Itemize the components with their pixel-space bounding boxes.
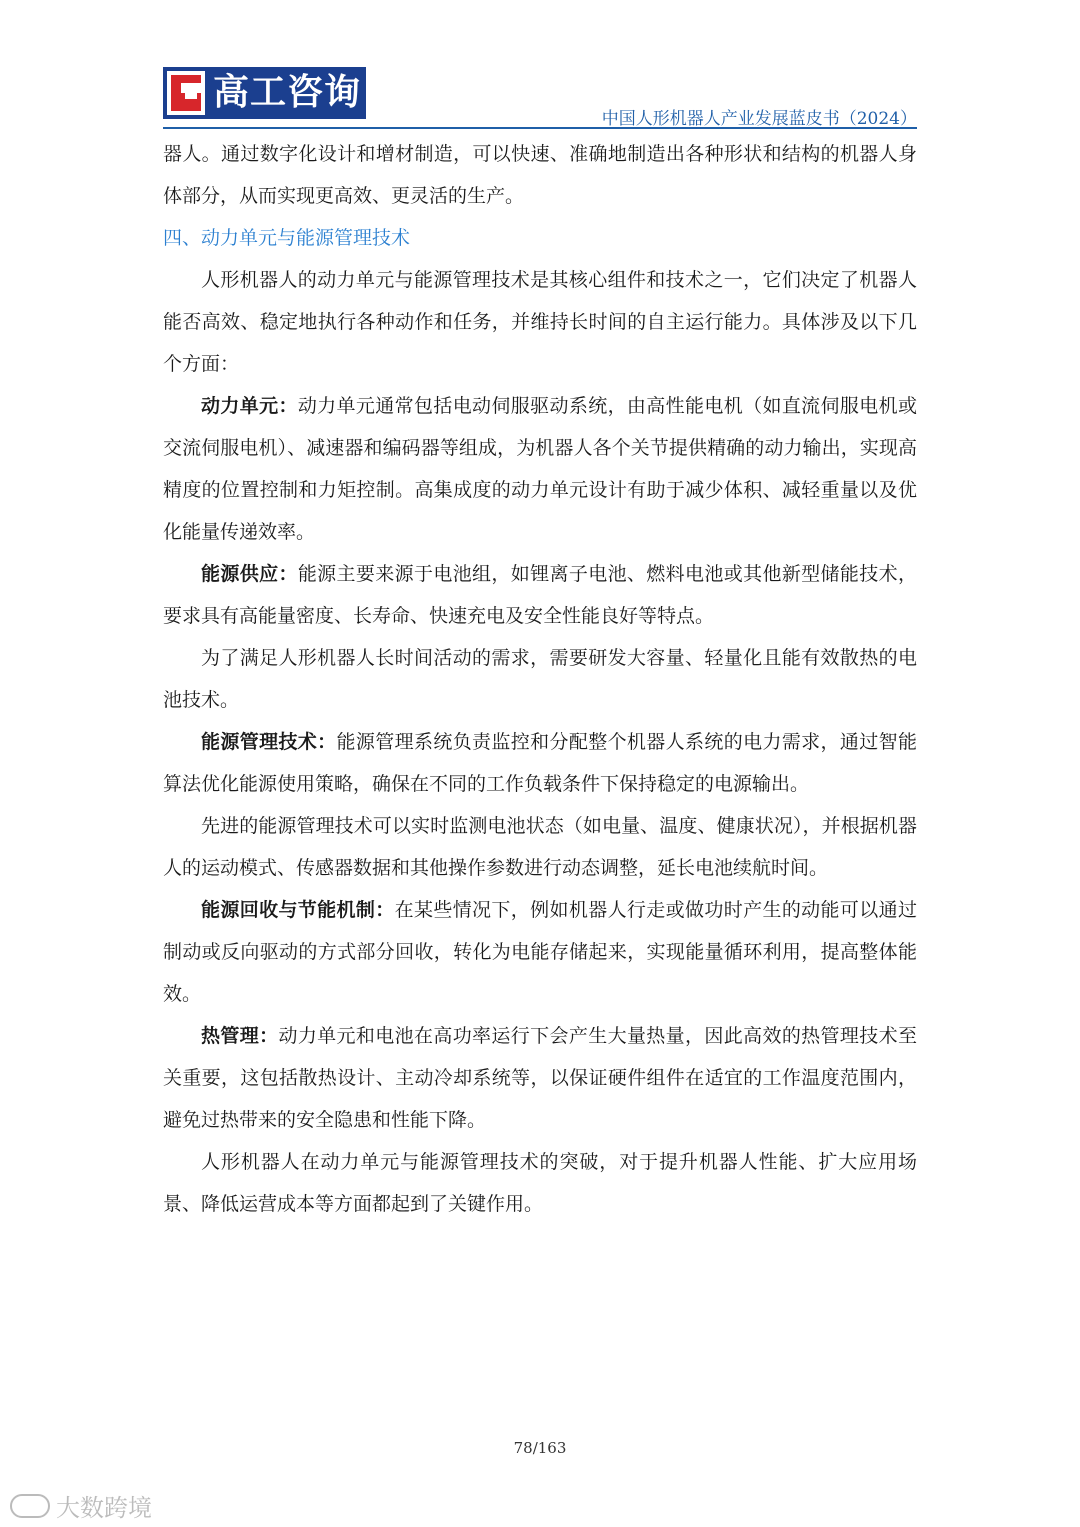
- paragraph-power-unit: [163, 385, 917, 553]
- header-divider: [163, 127, 917, 129]
- paragraph-battery-rd: [163, 637, 917, 721]
- text-battery-rd: 为了满足人形机器人长时间活动的需求，需要研发大容量、轻量化且能有效散热的电池技术。: [163, 647, 917, 711]
- lead-energy-recovery: 能源回收与节能机制：: [201, 899, 395, 921]
- paragraph-energy-management: [163, 721, 917, 805]
- lead-energy-management: 能源管理技术：: [201, 731, 337, 753]
- watermark: [10, 1488, 152, 1523]
- text-energy-recovery: 在某些情况下，例如机器人行走或做功时产生的动能可以通过制动或反向驱动的方式部分回收，转化为电能存储起来，实现能量循环利用，提高整体能效。: [163, 899, 917, 1005]
- lead-thermal: 热管理：: [201, 1025, 279, 1047]
- text-power-unit: 动力单元通常包括电动伺服驱动系统，由高性能电机（如直流伺服电机或交流伺服电机）、减速器和编码器等组成，为机器人各个关节提供精确的动力输出，实现高精度的位置控制和力矩控制。高集成度的动力单元设计有助于减少体积、减轻重量以及优化能量传递效率。: [163, 395, 917, 543]
- text-conclusion: 人形机器人在动力单元与能源管理技术的突破，对于提升机器人性能、扩大应用场景、降低运营成本等方面都起到了关键作用。: [163, 1151, 917, 1215]
- intro-paragraph: 人形机器人的动力单元与能源管理技术是其核心组件和技术之一，它们决定了机器人能否高效、稳定地执行各种动作和任务，并维持长时间的自主运行能力。具体涉及以下几个方面：: [163, 269, 917, 375]
- text-thermal: 动力单元和电池在高功率运行下会产生大量热量，因此高效的热管理技术至关重要，这包括散热设计、主动冷却系统等，以保证硬件组件在适宜的工作温度范围内，避免过热带来的安全隐患和性能下降。: [163, 1025, 917, 1131]
- continuation-paragraph: 器人。通过数字化设计和增材制造，可以快速、准确地制造出各种形状和结构的机器人身体部分，从而实现更高效、更灵活的生产。: [163, 143, 917, 207]
- report-title: 中国人形机器人产业发展蓝皮书（2024）: [601, 109, 917, 129]
- paragraph-advanced-management: [163, 805, 917, 889]
- watermark-text: 大数跨境: [56, 1494, 152, 1522]
- text-advanced-management: 先进的能源管理技术可以实时监测电池状态（如电量、温度、健康状况），并根据机器人的运动模式、传感器数据和其他操作参数进行动态调整，延长电池续航时间。: [163, 815, 917, 879]
- watermark-logo-icon: [10, 1494, 50, 1518]
- paragraph-thermal: [163, 1015, 917, 1141]
- paragraph-energy-supply: [163, 553, 917, 637]
- lead-power-unit: 动力单元：: [201, 395, 298, 417]
- brand-logo: [163, 67, 366, 119]
- paragraph-conclusion: [163, 1141, 917, 1225]
- page-number: 78/163: [513, 1439, 567, 1457]
- logo-g-icon: [163, 67, 209, 119]
- paragraph-energy-recovery: [163, 889, 917, 1015]
- lead-energy-supply: 能源供应：: [201, 563, 298, 585]
- text-energy-management: 能源管理系统负责监控和分配整个机器人系统的电力需求，通过智能算法优化能源使用策略，确保在不同的工作负载条件下保持稳定的电源输出。: [163, 731, 917, 795]
- page-content: [163, 133, 917, 1225]
- section-heading: 四、动力单元与能源管理技术: [163, 227, 411, 249]
- text-energy-supply: 能源主要来源于电池组，如锂离子电池、燃料电池或其他新型储能技术，要求具有高能量密度、长寿命、快速充电及安全性能良好等特点。: [163, 563, 917, 627]
- logo-text: 高工咨询: [213, 72, 362, 113]
